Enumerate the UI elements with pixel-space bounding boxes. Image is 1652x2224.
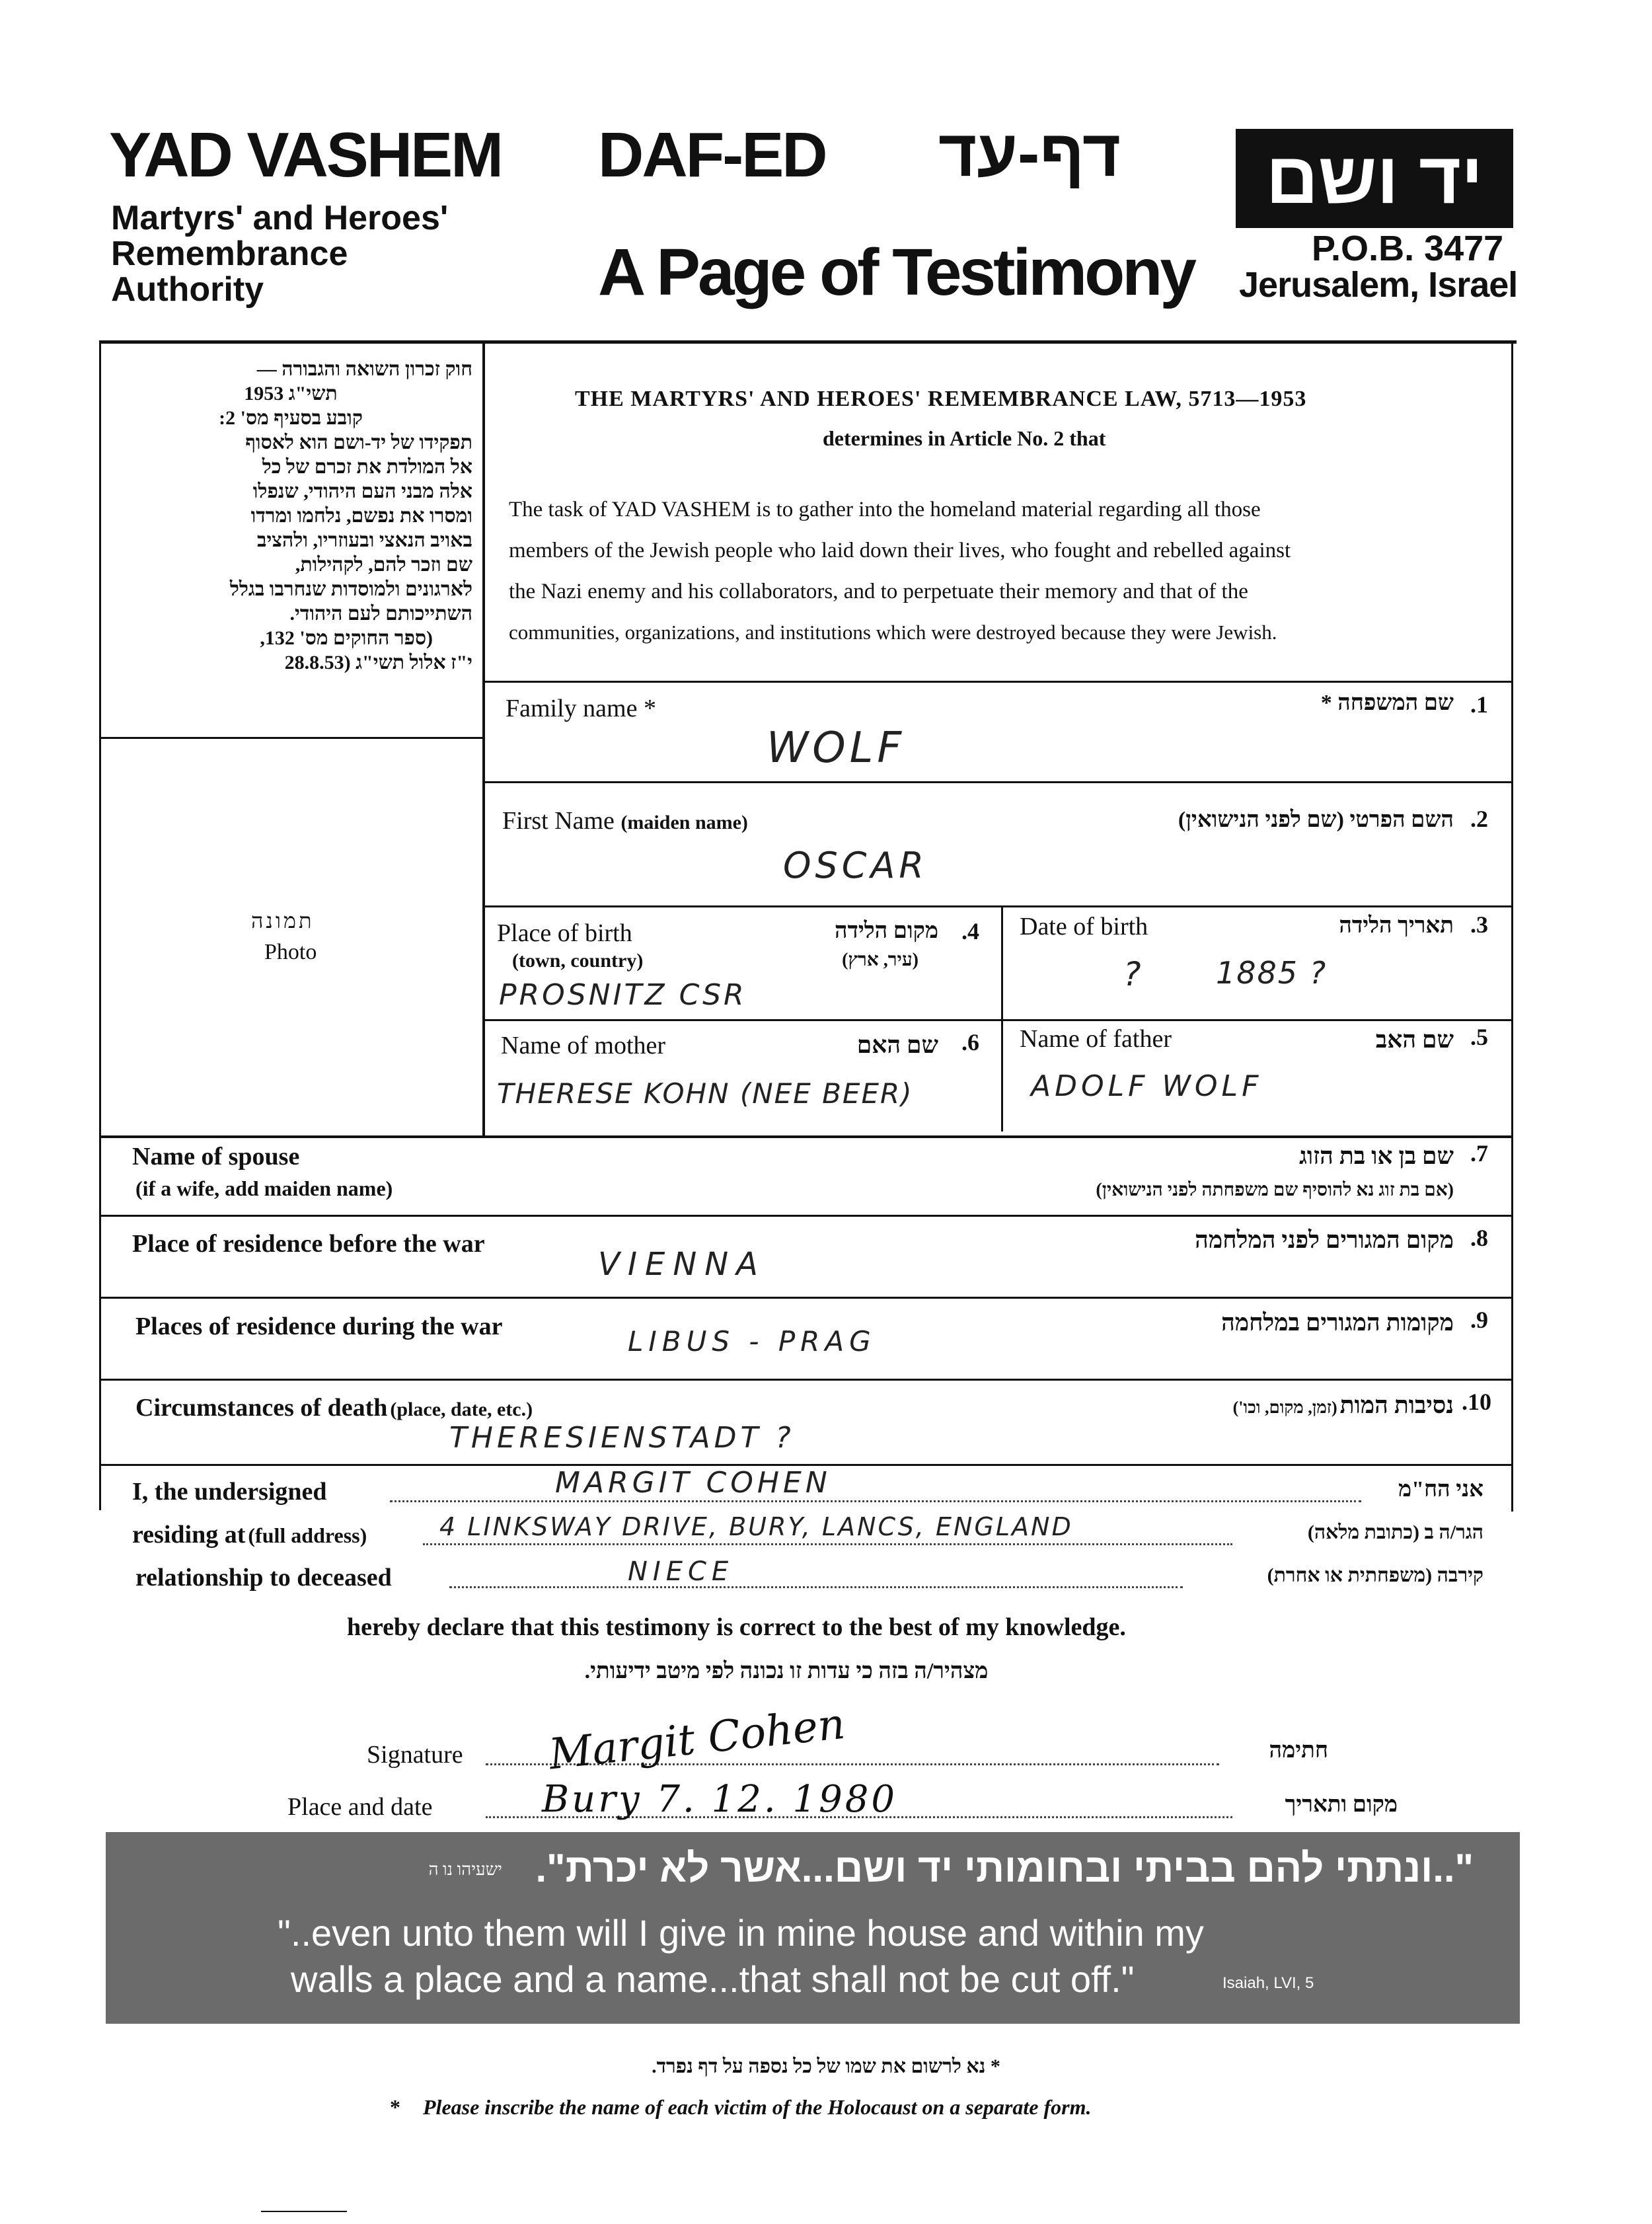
photo-label: Photo (264, 940, 317, 964)
banner-english-2: walls a place and a name...that shall not be cut off." (291, 1958, 1135, 2000)
first-name-label-text: First Name (502, 807, 615, 835)
family-name-number: .1 (1470, 691, 1488, 718)
form-name: DAF-ED (598, 120, 826, 190)
circumstances-hebrew-text: נסיבות המות (1339, 1392, 1454, 1418)
row-4-top (484, 1019, 1513, 1021)
footer-english-note: Please inscribe the name of each victim of the Holocaust on a separate form. (423, 2095, 1092, 2119)
place-of-birth-hebrew-note: (עיר, ארץ) (842, 950, 919, 970)
law-hebrew-line: תשי"ג 1953 (244, 383, 338, 404)
first-name-hebrew: השם הפרטי (שם לפני הנישואין) (1178, 808, 1454, 832)
first-name-number: .2 (1470, 806, 1488, 832)
law-text-line: communities, organizations, and institutions which were destroyed because they were Jewish. (509, 621, 1277, 644)
signature-label: Signature (367, 1741, 463, 1769)
relationship-dots (449, 1586, 1183, 1588)
spouse-label-note: (if a wife, add maiden name) (135, 1176, 393, 1200)
father-hebrew: שם האב (1375, 1026, 1454, 1053)
undersigned-label: I, the undersigned (132, 1478, 327, 1506)
residence-during-hebrew: מקומות המגורים במלחמה (1221, 1309, 1454, 1336)
banner-hebrew: "..ונתתי להם בביתי ובחומותי יד ושם...אשר לא יכרת". (535, 1846, 1474, 1890)
pob: P.O.B. 3477 (1312, 229, 1504, 268)
date-of-birth-hebrew: תאריך הלידה (1339, 913, 1454, 938)
place-of-birth-label: Place of birth (497, 919, 632, 947)
form-title: A Page of Testimony (598, 235, 1194, 309)
residing-label (132, 1520, 367, 1549)
signature-value[interactable]: Margit Cohen (546, 1699, 848, 1780)
residence-before-value[interactable]: VIENNA (598, 1246, 766, 1283)
law-hebrew-line: שם וזכר להם, לקהילות, (295, 554, 472, 576)
row-2-top (484, 781, 1513, 783)
law-text-line: the Nazi enemy and his collaborators, and to perpetuate their memory and that of the (509, 580, 1248, 603)
yad-vashem-logo (1236, 129, 1513, 228)
law-text-line: The task of YAD VASHEM is to gather into the homeland material regarding all those (509, 498, 1261, 521)
law-hebrew-line: י"ז אלול תשי"ג (28.8.53 (284, 652, 472, 673)
law-underline (99, 737, 484, 739)
mother-number: .6 (961, 1029, 979, 1055)
date-of-birth-number: .3 (1470, 911, 1488, 938)
org-subtitle-2: Remembrance (111, 235, 348, 273)
law-hebrew-line: אל המולדת את זכרם של כל (262, 456, 472, 478)
circumstances-hebrew (925, 1391, 1454, 1419)
residence-before-number: .8 (1470, 1225, 1488, 1251)
place-of-birth-note: (town, country) (512, 950, 644, 972)
circumstances-number: .10 (1462, 1389, 1491, 1415)
signature-hebrew: חתימה (1269, 1738, 1328, 1763)
place-date-hebrew: מקום ותאריך (1285, 1792, 1398, 1817)
family-name-value[interactable]: WOLF (767, 724, 906, 773)
date-of-birth-label: Date of birth (1020, 913, 1148, 940)
residing-label-text: residing at (132, 1521, 246, 1549)
circumstances-value[interactable]: THERESIENSTADT ? (449, 1421, 795, 1455)
residence-before-hebrew: מקום המגורים לפני המלחמה (1195, 1227, 1454, 1253)
law-hebrew-line: תפקידו של יד-ושם הוא לאסוף (245, 432, 472, 453)
father-label: Name of father (1020, 1025, 1172, 1053)
relationship-hebrew: קירבה (משפחתית או אחרת) (1267, 1564, 1483, 1586)
org-subtitle-3: Authority (111, 270, 264, 309)
left-column-left-border (99, 342, 101, 1138)
law-text (509, 489, 1500, 653)
declaration-text: hereby declare that this testimony is correct to the best of my knowledge. (347, 1613, 1126, 1641)
law-hebrew-line: ומסרו את נפשם, נלחמו ומרדו (250, 505, 472, 527)
residing-hebrew: הגר/ה ב (כתובת מלאה) (1307, 1521, 1483, 1543)
residing-dots (423, 1543, 1232, 1545)
family-name-hebrew: שם המשפחה * (1320, 691, 1454, 715)
date-of-birth-unknown[interactable]: ? (1123, 955, 1145, 993)
first-name-value[interactable]: OSCAR (783, 845, 928, 886)
undersigned-dots (390, 1500, 1361, 1502)
banner-english-ref: Isaiah, LVI, 5 (1222, 1974, 1314, 1992)
org-name: YAD VASHEM (109, 120, 502, 190)
footer-asterisk: * (390, 2095, 400, 2119)
relationship-label: relationship to deceased (135, 1564, 392, 1591)
first-name-label (502, 806, 748, 835)
row-6-top (99, 1215, 1513, 1217)
circumstances-label-text: Circumstances of death (135, 1394, 388, 1422)
law-hebrew-line: קובע בסעיף מס' 2: (219, 407, 363, 429)
footer-hebrew-note: * נא לרשום את שמו של כל נספה על דף נפרד. (652, 2055, 1000, 2077)
row-3-top (484, 905, 1513, 907)
residing-value[interactable]: 4 LINKSWAY DRIVE, BURY, LANCS, ENGLAND (439, 1512, 1073, 1541)
mother-value[interactable]: THERESE KOHN (NEE BEER) (497, 1077, 913, 1110)
mother-hebrew: שם האם (856, 1032, 938, 1058)
circumstances-label-note: (place, date, etc.) (390, 1399, 533, 1420)
lower-left-border (99, 1137, 101, 1510)
row-5-top (99, 1135, 1513, 1138)
law-text-line: members of the Jewish people who laid down their lives, who fought and rebelled against (509, 539, 1291, 562)
first-name-label-note: (maiden name) (620, 812, 748, 833)
spouse-number: .7 (1470, 1140, 1488, 1167)
date-of-birth-value[interactable]: 1885 ? (1216, 955, 1328, 991)
bottom-mark (261, 2211, 347, 2212)
place-of-birth-value[interactable]: PROSNITZ CSR (499, 978, 747, 1012)
top-rule (99, 340, 1517, 344)
residence-before-label: Place of residence before the war (132, 1230, 485, 1258)
spouse-label: Name of spouse (132, 1143, 300, 1170)
law-title: THE MARTYRS' AND HEROES' REMEMBRANCE LAW, 5713—1953 (575, 387, 1307, 411)
law-hebrew-line: לארגונים ולמוסדות שנחרבו בגלל (229, 578, 472, 600)
father-value[interactable]: ADOLF WOLF (1031, 1069, 1263, 1103)
circumstances-hebrew-note: (זמן, מקום, וכו') (1232, 1398, 1337, 1417)
quote-banner (106, 1832, 1520, 2024)
place-date-label: Place and date (287, 1793, 433, 1821)
right-border (1511, 342, 1513, 1512)
law-hebrew-block (109, 357, 472, 675)
spouse-hebrew: שם בן או בת הזוג (1299, 1143, 1454, 1169)
org-subtitle-1: Martyrs' and Heroes' (111, 199, 449, 237)
spouse-hebrew-note: (אם בת זוג נא להוסיף שם משפחתה לפני הנישואין) (1096, 1180, 1454, 1200)
place-of-birth-hebrew: מקום הלידה (834, 919, 938, 943)
law-subtitle: determines in Article No. 2 that (823, 426, 1106, 450)
row-8-top (99, 1379, 1513, 1381)
undersigned-value[interactable]: MARGIT COHEN (555, 1466, 831, 1500)
banner-english-1: "..even unto them will I give in mine house and within my (278, 1912, 1204, 1954)
law-hebrew-line: אלה מבני העם היהודי, שנפלו (252, 480, 472, 502)
residence-during-number: .9 (1470, 1307, 1488, 1333)
law-hebrew-line: באויב הנאצי ובעוזריו, ולהציב (256, 529, 472, 551)
declaration-hebrew: מצהיר/ה בזה כי עדות זו נכונה לפי מיטב ידיעותי. (584, 1659, 989, 1683)
law-hebrew-line: חוק זכרון השואה והגבורה — (256, 358, 472, 380)
law-hebrew-line: השתייכותם לעם היהודי. (289, 603, 472, 625)
row-7-top (99, 1297, 1513, 1299)
law-hebrew-line: (ספר החוקים מס' 132, (260, 627, 433, 649)
city: Jerusalem, Israel (1239, 265, 1518, 305)
residence-during-label: Places of residence during the war (135, 1313, 503, 1340)
place-date-value[interactable]: Bury 7. 12. 1980 (542, 1778, 898, 1821)
photo-hebrew: תמונה (251, 909, 315, 933)
place-of-birth-number: .4 (961, 918, 979, 944)
family-name-label: Family name * (506, 695, 656, 722)
residence-during-value[interactable]: LIBUS - PRAG (628, 1325, 876, 1358)
mother-label: Name of mother (501, 1032, 666, 1059)
row-1-top (484, 681, 1513, 683)
logo-hebrew-text: יד ושם (1265, 137, 1483, 219)
father-number: .5 (1470, 1024, 1488, 1050)
relationship-value[interactable]: NIECE (628, 1556, 734, 1587)
undersigned-hebrew: אני הח"מ (1398, 1477, 1483, 1502)
circumstances-label (135, 1393, 533, 1422)
residing-label-note: (full address) (248, 1523, 367, 1547)
form-name-hebrew: דף-עד (938, 116, 1121, 190)
banner-hebrew-ref: ישעיהו נו ה (428, 1860, 502, 1879)
